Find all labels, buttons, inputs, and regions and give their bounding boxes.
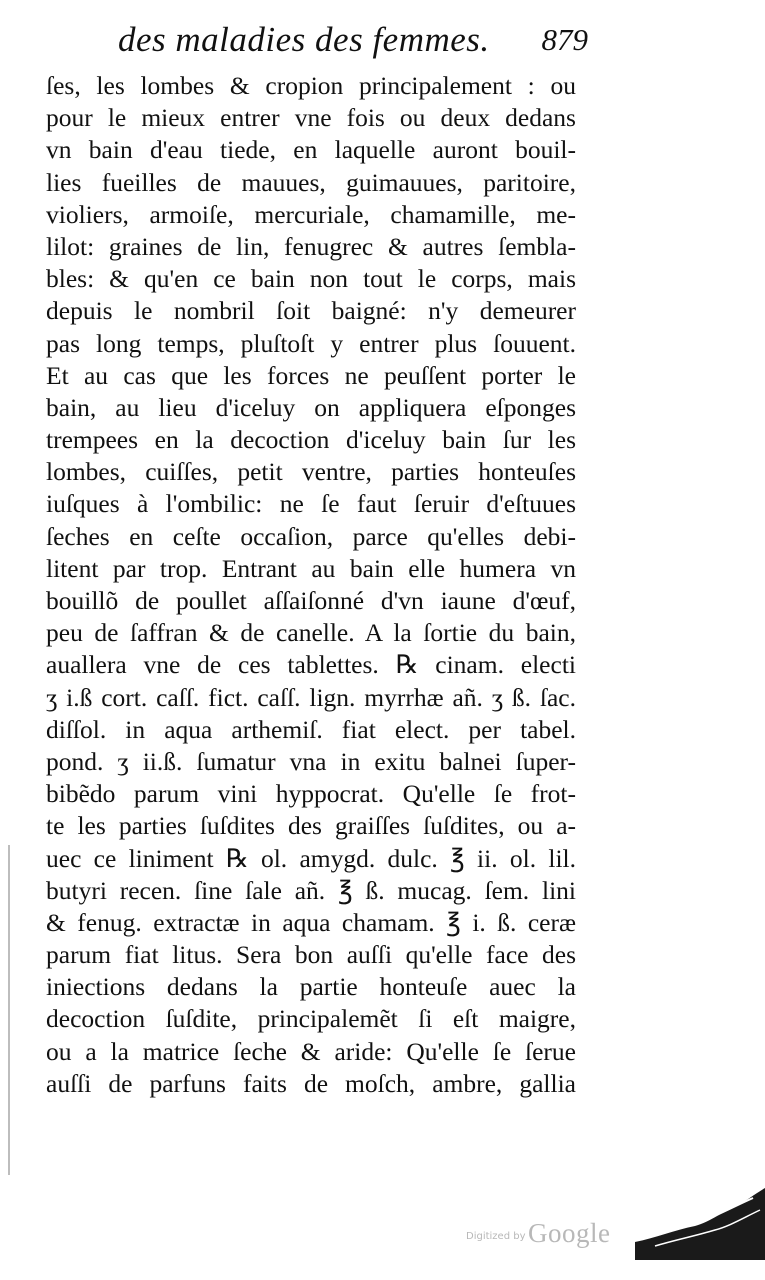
text-line: peu de ſaffran & de canelle. A la ſortie du bain,: [46, 618, 576, 648]
text-line: ſes, les lombes & cropion principalement : ou: [46, 71, 576, 100]
text-line: parum fiat litus. Sera bon auſſi qu'elle face des: [46, 940, 576, 970]
text-line: butyri recen. ſine ſale añ. ℥ ß. mucag. ſem. lini: [46, 875, 576, 905]
text-line: pour le mieux entrer vne fois ou deux dedans: [46, 103, 576, 133]
text-line: ſeches en ceſte occaſion, parce qu'elles debi-: [46, 521, 576, 551]
watermark-logo: Google: [528, 1218, 611, 1248]
text-line: trempees en la decoction d'iceluy bain ſur les: [46, 425, 576, 455]
text-line: & fenug. extractæ in aqua chamam. ℥ i. ß. ceræ: [46, 907, 576, 937]
text-line: pas long temps, pluſtoſt y entrer plus ſouuent.: [46, 328, 576, 358]
text-line: pond. ʒ ii.ß. ſumatur vna in exitu balnei ſuper-: [46, 746, 576, 776]
digitized-watermark: [466, 1218, 626, 1252]
running-head: [118, 20, 588, 70]
text-line: lombes, cuiſſes, petit ventre, parties honteuſes: [46, 457, 576, 487]
page-corner-texture: [635, 1180, 765, 1260]
text-line: iniections dedans la partie honteuſe auec la: [46, 972, 576, 1002]
text-line: bibẽdo parum vini hyppocrat. Qu'elle ſe frot-: [46, 779, 576, 809]
text-line: lilot: graines de lin, fenugrec & autres ſembla-: [46, 231, 576, 261]
text-line: uec ce liniment ℞ ol. amygd. dulc. ℥ ii. ol. lil.: [46, 843, 576, 873]
page-edge-shadow: [8, 845, 10, 1175]
watermark-caption: Digitized by: [466, 1231, 526, 1242]
text-line: depuis le nombril ſoit baigné: n'y demeurer: [46, 296, 576, 326]
text-line: Et au cas que les forces ne peuſſent porter le: [46, 360, 576, 390]
text-line: decoction ſuſdite, principalemẽt ſi eſt maigre,: [46, 1004, 576, 1034]
body-text: [46, 70, 576, 1100]
text-line: bles: & qu'en ce bain non tout le corps, mais: [46, 264, 576, 294]
text-line: auallera vne de ces tablettes. ℞ cinam. electi: [46, 650, 576, 680]
text-line: diſſol. in aqua arthemiſ. fiat elect. per tabel.: [46, 714, 576, 744]
text-line: vn bain d'eau tiede, en laquelle auront bouil-: [46, 135, 576, 165]
text-line: bain, au lieu d'iceluy on appliquera eſponges: [46, 392, 576, 422]
text-line: litent par trop. Entrant au bain elle humera vn: [46, 553, 576, 583]
text-line: auſſi de parfuns faits de moſch, ambre, gallia: [46, 1068, 576, 1098]
text-line: ou a la matrice ſeche & aride: Qu'elle ſe ſerue: [46, 1036, 576, 1066]
text-line: te les parties ſuſdites des graiſſes ſuſdites, ou a-: [46, 811, 576, 841]
text-line: violiers, armoiſe, mercuriale, chamamille, me-: [46, 199, 576, 229]
text-line: iuſques à l'ombilic: ne ſe faut ſeruir d'eſtuues: [46, 489, 576, 519]
running-title: des maladies des femmes.: [118, 20, 490, 59]
page-number: 879: [541, 22, 588, 57]
text-line: bouillõ de poullet aſſaiſonné d'vn iaune d'œuf,: [46, 586, 576, 615]
text-line: lies fueilles de mauues, guimauues, paritoire,: [46, 167, 576, 197]
text-line: ʒ i.ß cort. caſſ. fict. caſſ. lign. myrrhæ añ. ʒ ß. ſac.: [46, 682, 576, 712]
